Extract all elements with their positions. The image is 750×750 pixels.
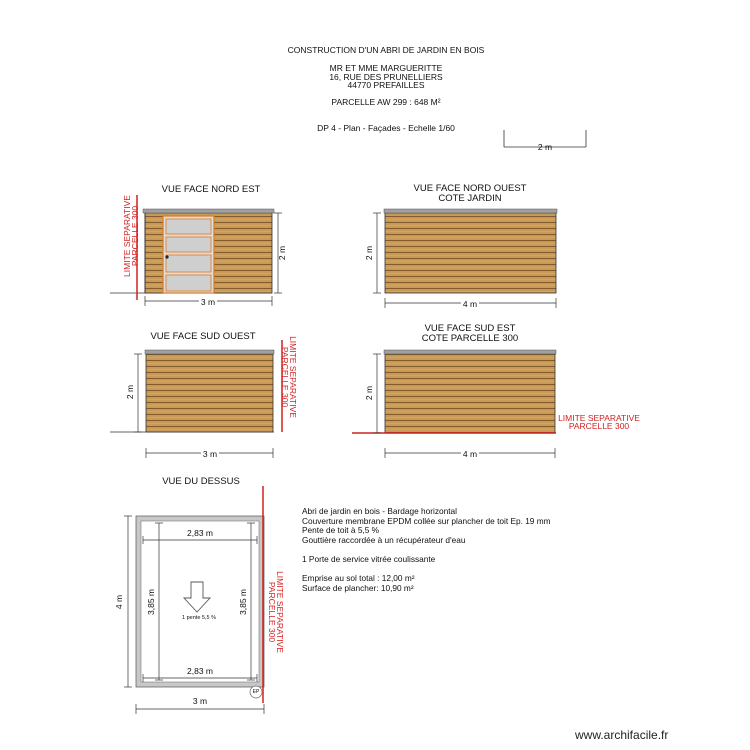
wall-cladding xyxy=(385,213,556,293)
inner-width-top-label: 2,83 m xyxy=(187,528,213,538)
project-title: CONSTRUCTION D'UN ABRI DE JARDIN EN BOIS xyxy=(287,45,485,55)
limit-label-line2: PARCELLE 300 xyxy=(130,205,140,267)
roof-edge xyxy=(384,350,556,354)
owner-city: 44770 PREFAILLES xyxy=(347,80,425,90)
elevation-nord-ouest xyxy=(373,209,557,308)
view-subtitle-sud-est: COTE PARCELLE 300 xyxy=(421,333,519,344)
door-handle xyxy=(165,255,168,258)
note-door: 1 Porte de service vitrée coulissante xyxy=(302,553,436,564)
outer-height-label: 4 m xyxy=(114,594,124,610)
note-cladding: Abri de jardin en bois - Bardage horizontal xyxy=(302,506,457,516)
elevation-sud-est xyxy=(352,350,556,458)
note-slope: Pente de toit à 5,5 % xyxy=(302,525,380,536)
limit-label-line2: PARCELLE 300 xyxy=(568,421,630,431)
scale-bar-label: 2 m xyxy=(537,142,553,152)
ep-label: EP xyxy=(252,689,260,695)
note-roofing: Couverture membrane EPDM collée sur plancher de toit Ep. 19 mm xyxy=(302,515,551,526)
sliding-door xyxy=(163,216,214,293)
roof-edge xyxy=(143,209,274,213)
view-subtitle-nord-ouest: COTE JARDIN xyxy=(438,193,502,204)
roof-edge xyxy=(384,209,557,213)
view-title-nord-ouest: VUE FACE NORD OUEST xyxy=(413,183,527,194)
limit-label-line2: PARCELLE 300 xyxy=(267,581,277,643)
roof-edge xyxy=(145,350,274,354)
height-label-nord-ouest: 2 m xyxy=(364,245,374,261)
width-label-sud-ouest: 3 m xyxy=(202,449,218,459)
view-title-sud-est: VUE FACE SUD EST xyxy=(424,323,516,334)
elevation-sud-ouest xyxy=(110,340,282,458)
owner-name: MR ET MME MARGUERITTE xyxy=(329,63,443,73)
view-title-sud-ouest: VUE FACE SUD OUEST xyxy=(150,331,256,342)
inner-height-left-label: 3,85 m xyxy=(146,589,156,615)
parcel-reference: PARCELLE AW 299 : 648 M² xyxy=(331,97,441,107)
inner-height-right-label: 3,85 m xyxy=(238,589,248,615)
note-gutter: Gouttière raccordée à un récupérateur d'eau xyxy=(302,534,466,545)
wall-cladding xyxy=(385,354,555,433)
limit-label-dessus xyxy=(268,571,284,653)
inner-width-bottom-label: 2,83 m xyxy=(187,666,213,676)
owner-address: 16, RUE DES PRUNELLIERS xyxy=(329,72,443,82)
note-floor-area: Surface de plancher: 10,90 m² xyxy=(302,582,414,593)
project-notes xyxy=(302,507,551,593)
limit-label-line2: PARCELLE 300 xyxy=(280,346,290,408)
view-title-dessus: VUE DU DESSUS xyxy=(162,476,240,487)
limit-label-sud-ouest xyxy=(281,336,297,418)
limit-label-line1: LIMITE SEPARATIVE xyxy=(122,195,132,277)
sheet-title: DP 4 - Plan - Façades - Echelle 1/60 xyxy=(317,123,455,133)
limit-label-line1: LIMITE SEPARATIVE xyxy=(558,413,640,423)
view-title-nord-est: VUE FACE NORD EST xyxy=(161,184,261,195)
limit-label-line1: LIMITE SEPARATIVE xyxy=(275,571,285,653)
height-label-sud-est: 2 m xyxy=(364,385,374,401)
width-label-sud-est: 4 m xyxy=(462,449,478,459)
width-label-nord-ouest: 4 m xyxy=(462,299,478,309)
roof-slope-label: 1 pente 5,5 % xyxy=(182,615,216,621)
limit-label-line1: LIMITE SEPARATIVE xyxy=(288,336,298,418)
height-label-sud-ouest: 2 m xyxy=(125,384,135,400)
limit-label-nord-est xyxy=(123,195,139,277)
watermark-link[interactable]: www.archifacile.fr xyxy=(575,728,669,742)
width-label-nord-est: 3 m xyxy=(200,297,216,307)
height-label-nord-est: 2 m xyxy=(277,245,287,261)
note-footprint: Emprise au sol total : 12,00 m² xyxy=(302,573,415,584)
outer-width-label: 3 m xyxy=(192,696,208,706)
wall-cladding xyxy=(146,354,273,432)
limit-label-sud-est xyxy=(558,414,640,430)
